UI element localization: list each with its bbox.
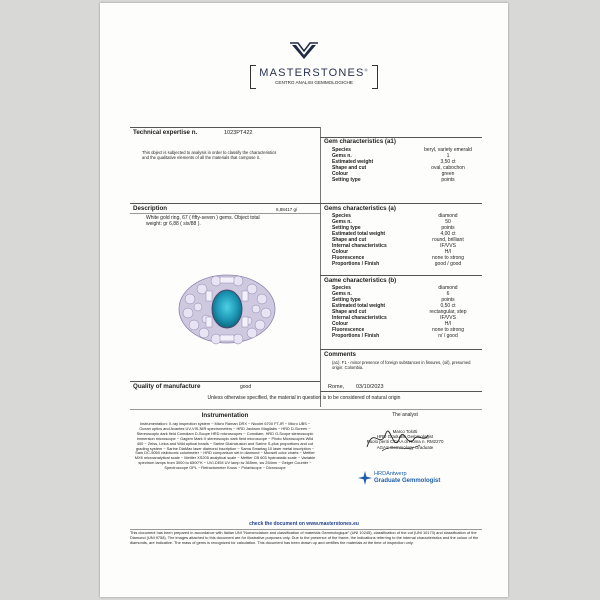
table-row: Shape and cut rectangular, step — [332, 309, 467, 315]
brand-subtitle: CENTRO ANALISI GEMMOLOGICHE — [275, 80, 353, 85]
technical-label: Technical expertise n. — [133, 129, 198, 136]
analyst-line2: Ruolo periti CCIAA di Roma n. RM2270 — [366, 439, 444, 445]
table-row: Estimated weight 3,50 ct — [332, 159, 456, 165]
hrd-name: HRDAntwerp — [374, 471, 407, 477]
table-row: Species diamond — [332, 213, 458, 219]
gem-a-title: Gems characteristics (a) — [324, 205, 396, 212]
table-row: Estimated total weight 0,50 ct — [332, 303, 456, 309]
table-row: Gems n. 6 — [332, 291, 450, 297]
instrumentation-text: Instrumentation: X-ray inspection system ~ Micro Raman DRX ~ Nicolet 6700 FT-IR ~ Micro UBS ~ Ocean optics and Avantes UV-VIS-NIR spectrometers ~ HRD Jackson Magilabs ~ HRD D-Screen ~ Stereoscopic dark field Comdiam D-Scope HRD microscopes ~ Comdiam. HRD G-Scope stereoscopic immersion microscope ~ Gagem Mark X stereoscopic dark field microscope ~ Photo Microscopes Wild 400 ~ Zeiss, Leica and Wild optical heads ~ Sarine DiaInclusion and Sarine S-plus proportions and cut grading system ~ Sarine DiaMax laser diamond inscription ~ Sama Smartag 10 laser metal inscription ~ Sam DC-5050 visibiconic colorimeter ~ HRD comparison set in diamond ~ Munsell color charts ~ Mettler MX6 microanalytical scale ~ Mettler XS205 analytical scale ~ Mettler CB 603 hydrostatic scale ~ Variable spectrum lamps from 3000 to 6500°K ~ UVI-DEM UV lamp lw 365nm, sw 254nm ~ Geiger Counter ~ Spectroscope OPL ~ Refractometer Kruss ~ Polariscope ~ Dicroscope — [134, 421, 316, 471]
technical-intro: This object is subjected to analysis in order to classify the characteristics and the qualitative elements of all the materials that compose it. — [142, 150, 277, 161]
table-row: Species diamond — [332, 285, 458, 291]
technical-number: 1023PT422 — [224, 130, 253, 136]
description-weight: 6,88417 g/ — [276, 207, 298, 212]
gem-a1-table — [332, 147, 482, 195]
certificate-page — [100, 3, 508, 597]
ring-photo — [176, 269, 278, 347]
table-row: Proportions / Finish n/ / good — [332, 333, 458, 339]
table-row: Fluorescence none to strong — [332, 327, 464, 333]
table-row: Species beryl, variety emerald — [332, 147, 472, 153]
masterstones-logo-icon — [288, 41, 320, 65]
table-row: Internal characteristics IF/VVS — [332, 243, 456, 249]
table-row: Colour H/I — [332, 321, 452, 327]
table-row: Shape and cut oval, cabochon — [332, 165, 465, 171]
table-row: Gems n. 50 — [332, 219, 451, 225]
website-link[interactable]: check the document on www.masterstones.eu — [249, 521, 359, 527]
table-row: Estimated total weight 4,00 ct — [332, 231, 456, 237]
table-row: Setting type points — [332, 297, 455, 303]
quality-value: good — [240, 384, 252, 390]
gem-a-table — [332, 213, 482, 269]
table-row: Setting type points — [332, 177, 455, 183]
date: 03/10/2023 — [356, 384, 384, 390]
analyst-title: The analyst — [392, 412, 418, 418]
hrd-star-icon — [358, 471, 372, 485]
comments-label: Comments — [324, 351, 356, 358]
analyst-name: Marco Tolotti — [392, 429, 418, 434]
analyst-line3: AGAS Gemmology Graduate — [376, 444, 434, 450]
quality-label: Quality of manufacture — [133, 383, 201, 390]
table-row: Colour green — [332, 171, 455, 177]
gem-a1-title: Gem characteristics (a1) — [324, 138, 396, 145]
table-row: Gems n. 1 — [332, 153, 450, 159]
analyst-credentials — [330, 429, 480, 450]
description-label: Description — [133, 205, 168, 212]
gem-b-title: Game characteristics (b) — [324, 277, 397, 284]
table-row: Setting type points — [332, 225, 455, 231]
table-row: Internal characteristics IF/VVS — [332, 315, 456, 321]
disclaimer-text: This document has been prepared in accordance with Italian UNI "Nomenclature and classification of materials Gemmologique" (UNI 10245), classification of the cut (UNI 10173) and classification of the Diamond (UNI 9758). The images attached to this document are for illustrative purposes only. Due to the presence of the frame, the indications referring to the internal characteristics and the colour of the diamonds, are indicative. The mass of gems is recognized for calculation. This document has been drawn up and certifies the materials at the time of inspection only. — [130, 530, 479, 545]
instrumentation-title: Instrumentation — [201, 412, 249, 419]
table-row: Proportions / Finish good / good — [332, 261, 462, 267]
gem-b-table — [332, 285, 482, 341]
place: Rome, — [328, 384, 345, 390]
table-row: Fluorescence none to strong — [332, 255, 464, 261]
table-row: Shape and cut round, brilliant — [332, 237, 464, 243]
logo-frame — [250, 65, 378, 89]
brand-name: MASTERSTONES® — [259, 67, 369, 79]
description-text: White gold ring, 67 ( fifty-seven ) gems. Object total weight: gr 6,88 ( six/88 ). — [146, 215, 260, 227]
table-row: Colour H/I — [332, 249, 452, 255]
comments-text: (a1): F1 - minor presence of foreign substances in fissures, (oil), presumed origin: Colombia. — [332, 360, 471, 370]
analyst-line1: HRD Graduate Gemmologist — [376, 434, 434, 440]
hrd-subtitle: Graduate Gemmologist — [374, 478, 441, 484]
natural-origin-notice: Unless otherwise specified, the material in question is to be considered of natural origin — [207, 395, 401, 401]
